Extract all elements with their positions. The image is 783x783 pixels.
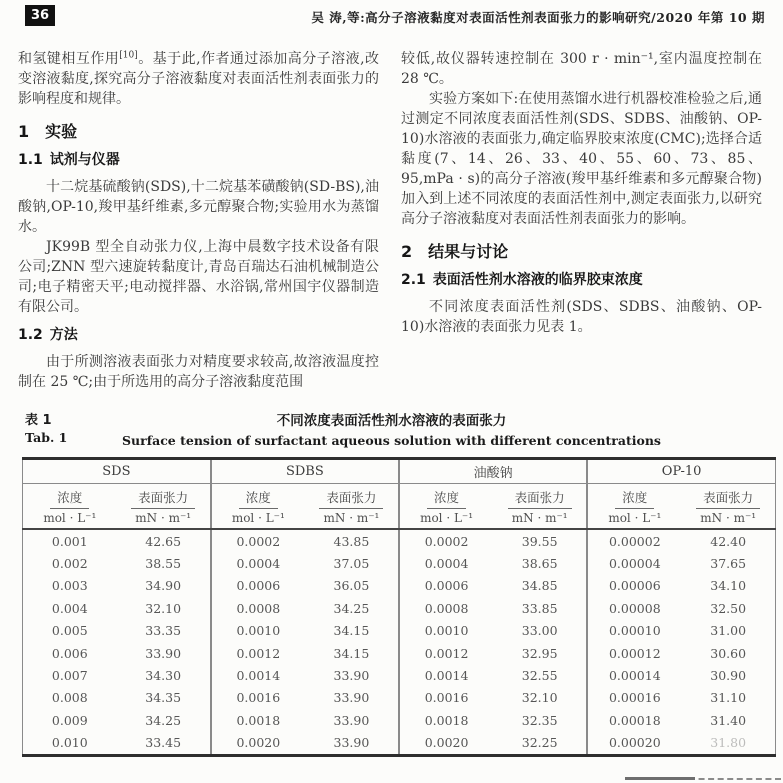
concentration-cell: 0.009 bbox=[51, 712, 88, 728]
concentration-unit: mol · L⁻¹ bbox=[231, 510, 285, 525]
concentration-cell: 0.0020 bbox=[399, 732, 493, 756]
tension-cell: 32.35 bbox=[521, 712, 558, 728]
concentration-cell: 0.0004 bbox=[399, 552, 493, 574]
tension-header bbox=[305, 484, 399, 530]
table-subheader-row bbox=[23, 484, 776, 530]
tension-cell: 38.65 bbox=[521, 556, 558, 572]
concentration-label: 浓度 bbox=[427, 488, 466, 509]
concentration-cell: 0.0016 bbox=[399, 687, 493, 709]
tension-cell: 34.30 bbox=[145, 668, 182, 684]
concentration-cell: 0.003 bbox=[51, 578, 88, 594]
tension-header bbox=[117, 484, 211, 530]
tension-cell: 34.25 bbox=[145, 712, 182, 728]
subsection-heading-reagents: 1.1 试剂与仪器 bbox=[18, 152, 120, 168]
concentration-cell: 0.0018 bbox=[211, 709, 305, 731]
concentration-cell: 0.0002 bbox=[399, 529, 493, 552]
paragraph-table-reference: 不同浓度表面活性剂(SDS、SDBS、油酸钠、OP-10)水溶液的表面张力见表 1。 bbox=[401, 299, 762, 335]
table-group-name-1: SDS bbox=[23, 459, 211, 484]
tension-label: 表面张力 bbox=[131, 488, 195, 509]
tension-header bbox=[681, 484, 775, 530]
concentration-header bbox=[399, 484, 493, 530]
tension-cell: 34.85 bbox=[521, 578, 558, 594]
concentration-cell: 0.0010 bbox=[211, 620, 305, 642]
tension-cell: 33.85 bbox=[521, 600, 558, 616]
tension-cell: 42.65 bbox=[145, 533, 182, 549]
scan-artifact-dashes bbox=[689, 778, 781, 780]
tension-cell: 31.00 bbox=[710, 623, 747, 639]
tension-unit: mN · m⁻¹ bbox=[323, 510, 380, 525]
table-data-row bbox=[23, 597, 776, 619]
tension-cell: 32.55 bbox=[521, 668, 558, 684]
paragraph-intro bbox=[18, 49, 379, 109]
running-title: 吴 涛,等:高分子溶液黏度对表面活性剂表面张力的影响研究/2020 年第 10 期 bbox=[311, 10, 765, 25]
table-caption-en-row bbox=[0, 430, 783, 451]
concentration-cell: 0.001 bbox=[51, 533, 88, 549]
concentration-label: 浓度 bbox=[50, 488, 89, 509]
concentration-header bbox=[587, 484, 681, 530]
citation-ref-10: [10] bbox=[119, 50, 138, 61]
tension-cell: 34.25 bbox=[333, 600, 370, 616]
tension-label: 表面张力 bbox=[508, 488, 572, 509]
tension-cell: 33.90 bbox=[333, 668, 370, 684]
tension-cell: 31.40 bbox=[710, 712, 747, 728]
tension-cell: 39.55 bbox=[521, 533, 558, 549]
concentration-label: 浓度 bbox=[615, 488, 654, 509]
concentration-cell: 0.00008 bbox=[587, 597, 681, 619]
tension-cell: 42.40 bbox=[710, 533, 747, 549]
table-label-cn: 表 1 bbox=[25, 413, 52, 428]
tension-cell: 33.90 bbox=[145, 645, 182, 661]
concentration-cell: 0.0012 bbox=[399, 642, 493, 664]
table-data-row bbox=[23, 642, 776, 664]
tension-cell: 31.80 bbox=[710, 735, 747, 751]
concentration-cell: 0.00016 bbox=[587, 687, 681, 709]
paragraph-method-continued: 较低,故仪器转速控制在 300 r · min⁻¹,室内温度控制在 28 ℃。 bbox=[401, 51, 762, 87]
running-header bbox=[0, 0, 783, 35]
concentration-unit: mol · L⁻¹ bbox=[420, 510, 474, 525]
tension-cell: 30.90 bbox=[710, 668, 747, 684]
tension-cell: 34.35 bbox=[145, 690, 182, 706]
tension-cell: 36.05 bbox=[333, 578, 370, 594]
tension-unit: mN · m⁻¹ bbox=[135, 510, 192, 525]
concentration-cell: 0.00012 bbox=[587, 642, 681, 664]
table-label-en: Tab. 1 bbox=[25, 430, 68, 445]
table-group-name-2: SDBS bbox=[211, 459, 399, 484]
page-number-badge: 36 bbox=[25, 5, 55, 26]
concentration-cell: 0.0006 bbox=[399, 575, 493, 597]
tension-cell: 34.90 bbox=[145, 578, 182, 594]
tension-cell: 38.55 bbox=[145, 556, 182, 572]
paragraph-intro-text: 和氢键相互作用 bbox=[18, 51, 120, 67]
tension-cell: 33.90 bbox=[333, 712, 370, 728]
concentration-cell: 0.006 bbox=[51, 645, 88, 661]
concentration-cell: 0.0020 bbox=[211, 732, 305, 756]
paragraph-reagents: 十二烷基硫酸钠(SDS),十二烷基苯磺酸钠(SD-BS),油酸钠,OP-10,羧甲基纤维素,多元醇聚合物;实验用水为蒸馏水。 bbox=[18, 179, 379, 235]
tension-cell: 34.15 bbox=[333, 645, 370, 661]
tension-cell: 33.45 bbox=[145, 735, 182, 751]
left-column bbox=[18, 49, 379, 392]
section-heading-results: 2 结果与讨论 bbox=[401, 242, 509, 261]
table-data-row bbox=[23, 732, 776, 756]
concentration-cell: 0.00020 bbox=[587, 732, 681, 756]
concentration-cell: 0.0004 bbox=[211, 552, 305, 574]
tension-unit: mN · m⁻¹ bbox=[511, 510, 568, 525]
tension-cell: 37.65 bbox=[710, 556, 747, 572]
concentration-header bbox=[23, 484, 117, 530]
concentration-cell: 0.00002 bbox=[587, 529, 681, 552]
concentration-label: 浓度 bbox=[239, 488, 278, 509]
paragraph-intro-text-cont: 。基于此,作者通过添加高分子溶液,改变溶液黏度,探究高分子溶液黏度对表面活性剂表面张力的影响程度和规律。 bbox=[18, 51, 380, 107]
concentration-cell: 0.004 bbox=[51, 600, 88, 616]
concentration-cell: 0.00014 bbox=[587, 664, 681, 686]
table-caption-cn: 不同浓度表面活性剂水溶液的表面张力 bbox=[276, 413, 507, 429]
tension-header bbox=[493, 484, 587, 530]
concentration-cell: 0.00018 bbox=[587, 709, 681, 731]
table-data-row bbox=[23, 552, 776, 574]
subsection-heading-cmc: 2.1 表面活性剂水溶液的临界胶束浓度 bbox=[401, 272, 643, 288]
concentration-cell: 0.0006 bbox=[211, 575, 305, 597]
tension-label: 表面张力 bbox=[319, 488, 383, 509]
table-data-row bbox=[23, 709, 776, 731]
tension-cell: 32.10 bbox=[145, 600, 182, 616]
concentration-cell: 0.0008 bbox=[399, 597, 493, 619]
tension-cell: 33.90 bbox=[333, 735, 370, 751]
data-table-wrapper bbox=[0, 451, 783, 757]
subsection-heading-method: 1.2 方法 bbox=[18, 327, 78, 343]
table-group-name-row bbox=[23, 459, 776, 484]
right-column bbox=[401, 49, 762, 392]
tension-cell: 43.85 bbox=[333, 533, 370, 549]
table-data-row bbox=[23, 529, 776, 552]
concentration-cell: 0.005 bbox=[51, 623, 88, 639]
concentration-cell: 0.007 bbox=[51, 668, 88, 684]
tension-cell: 33.00 bbox=[521, 623, 558, 639]
table-caption-block bbox=[0, 409, 783, 451]
concentration-cell: 0.010 bbox=[51, 735, 88, 751]
concentration-cell: 0.0018 bbox=[399, 709, 493, 731]
paragraph-experimental-scheme: 实验方案如下:在使用蒸馏水进行机器校准检验之后,通过测定不同浓度表面活性剂(SDS、SDBS、油酸钠、OP-10)水溶液的表面张力,确定临界胶束浓度(CMC);选择合适黏度(7、14、26、33、40、55、60、73、85、95,mPa · s)的高分子溶液(羧甲基纤维素和多元醇聚合物)加入到上述不同浓度的表面活性剂中,测定表面张力,以研究高分子溶液黏度对表面活性剂表面张力的影响。 bbox=[401, 91, 762, 227]
body-columns bbox=[0, 35, 783, 392]
table-data-row bbox=[23, 687, 776, 709]
tension-cell: 33.90 bbox=[333, 690, 370, 706]
concentration-header bbox=[211, 484, 305, 530]
table-data-row bbox=[23, 620, 776, 642]
table-data-row bbox=[23, 664, 776, 686]
concentration-cell: 0.0016 bbox=[211, 687, 305, 709]
tension-cell: 32.10 bbox=[521, 690, 558, 706]
table-group-name-3: 油酸钠 bbox=[399, 459, 587, 484]
tension-cell: 37.05 bbox=[333, 556, 370, 572]
paragraph-method-start: 由于所测溶液表面张力对精度要求较高,故溶液温度控制在 25 ℃;由于所选用的高分子溶液黏度范围 bbox=[18, 354, 379, 390]
concentration-cell: 0.0008 bbox=[211, 597, 305, 619]
table-group-name-4: OP-10 bbox=[587, 459, 775, 484]
tension-label: 表面张力 bbox=[696, 488, 760, 509]
tension-cell: 33.35 bbox=[145, 623, 182, 639]
scan-artifact-line bbox=[625, 777, 695, 780]
concentration-cell: 0.0014 bbox=[399, 664, 493, 686]
concentration-cell: 0.008 bbox=[51, 690, 88, 706]
concentration-cell: 0.0002 bbox=[211, 529, 305, 552]
tension-cell: 32.25 bbox=[521, 735, 558, 751]
concentration-unit: mol · L⁻¹ bbox=[608, 510, 662, 525]
concentration-cell: 0.00010 bbox=[587, 620, 681, 642]
tension-cell: 34.10 bbox=[710, 578, 747, 594]
concentration-cell: 0.0014 bbox=[211, 664, 305, 686]
tension-cell: 31.10 bbox=[710, 690, 747, 706]
table-caption-cn-row bbox=[0, 409, 783, 430]
concentration-cell: 0.0010 bbox=[399, 620, 493, 642]
concentration-cell: 0.0012 bbox=[211, 642, 305, 664]
tension-cell: 30.60 bbox=[710, 645, 747, 661]
table-caption-en: Surface tension of surfactant aqueous solution with different concentrations bbox=[122, 433, 661, 448]
concentration-cell: 0.002 bbox=[51, 556, 88, 572]
tension-cell: 32.95 bbox=[521, 645, 558, 661]
concentration-cell: 0.00006 bbox=[587, 575, 681, 597]
paragraph-instruments: JK99B 型全自动张力仪,上海中晨数字技术设备有限公司;ZNN 型六速旋转黏度计,青岛百瑞达石油机械制造公司;电子精密天平;电动搅拌器、水浴锅,常州国宇仪器制造有限公司。 bbox=[18, 239, 379, 315]
tension-unit: mN · m⁻¹ bbox=[700, 510, 757, 525]
table-data-row bbox=[23, 575, 776, 597]
section-heading-experiment: 1 实验 bbox=[18, 122, 78, 141]
concentration-unit: mol · L⁻¹ bbox=[43, 510, 97, 525]
tension-cell: 34.15 bbox=[333, 623, 370, 639]
concentration-cell: 0.00004 bbox=[587, 552, 681, 574]
surface-tension-table bbox=[22, 457, 776, 757]
tension-cell: 32.50 bbox=[710, 600, 747, 616]
